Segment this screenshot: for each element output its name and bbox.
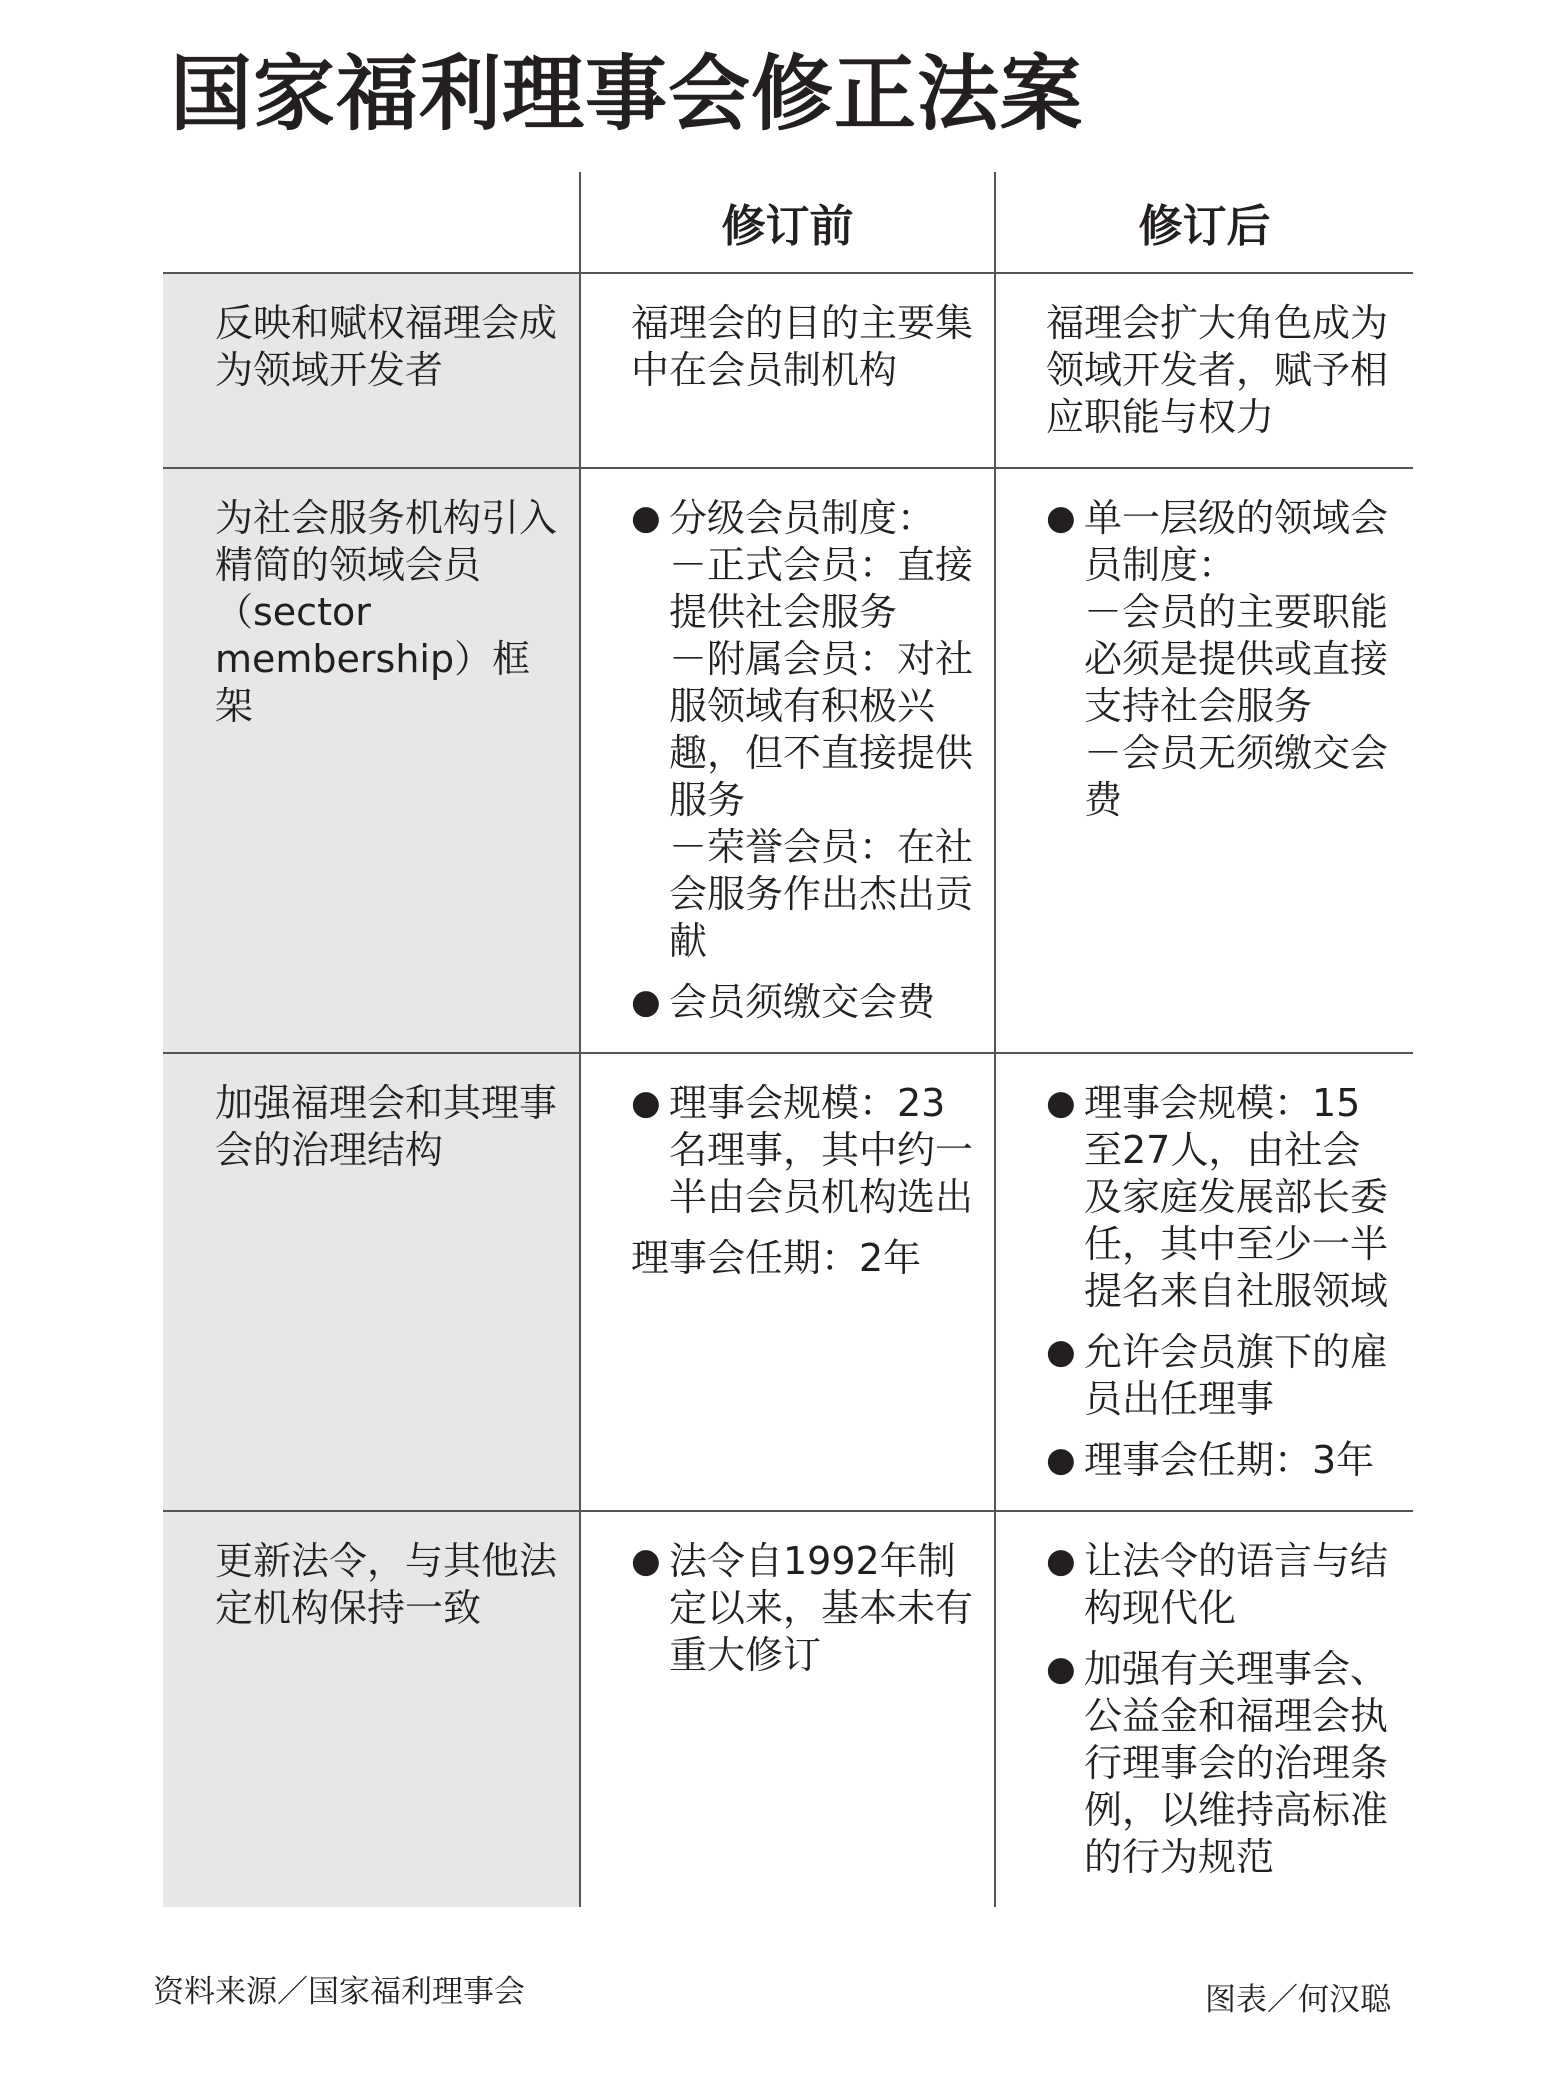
- row-before-cell: [580, 468, 995, 1053]
- row-after-cell: [995, 273, 1413, 468]
- bullet-item: [1046, 1538, 1393, 1632]
- bullet-item: [1046, 1437, 1393, 1484]
- bullet-item: [631, 1538, 974, 1679]
- graphic-credit: 图表／何汉聪: [1205, 1982, 1391, 2018]
- bullet-text: 理事会规模：23名理事，其中约一半由会员机构选出: [669, 1081, 974, 1219]
- comparison-table: [163, 172, 1413, 1907]
- bullet-dot-icon: ●: [1046, 1083, 1076, 1123]
- bullet-text: 法令自1992年制定以来，基本未有重大修订: [669, 1539, 974, 1677]
- text-item: [1046, 300, 1393, 441]
- header-before: 修订前: [580, 172, 995, 273]
- bullet-text: 理事会规模：15至27人，由社会及家庭发展部长委任，其中至少一半提名来自社服领域: [1084, 1081, 1389, 1313]
- bullet-line: [1046, 1646, 1393, 1881]
- bullet-dot-icon: ●: [631, 498, 661, 538]
- bullet-line: [1046, 495, 1393, 589]
- header-blank-cell: [163, 172, 580, 273]
- bullet-text: 让法令的语言与结构现代化: [1084, 1539, 1389, 1630]
- row-topic: 加强福理会和其理事会的治理结构: [163, 1053, 580, 1511]
- table-row: [163, 1511, 1413, 1907]
- table-row: [163, 273, 1413, 468]
- bullet-text: 加强有关理事会、公益金和福理会执行理事会的治理条例，以维持高标准的行为规范: [1084, 1647, 1389, 1879]
- bullet-dot-icon: ●: [1046, 1440, 1076, 1480]
- text-item: [631, 300, 974, 394]
- bullet-item: [1046, 1646, 1393, 1881]
- page-title: 国家福利理事会修正法案: [170, 47, 1084, 142]
- bullet-text: 会员须缴交会费: [669, 980, 936, 1024]
- text-item: [631, 1235, 974, 1282]
- comparison-table-container: [163, 172, 1413, 1907]
- bullet-item: [1046, 1329, 1393, 1423]
- bullet-dot-icon: ●: [631, 1541, 661, 1581]
- row-after-cell: [995, 1053, 1413, 1511]
- bullet-line: [631, 1080, 974, 1221]
- table-row: [163, 468, 1413, 1053]
- plain-line: 福理会的目的主要集中在会员制机构: [631, 301, 974, 392]
- bullet-item: [1046, 495, 1393, 824]
- bullet-dot-icon: ●: [1046, 1541, 1076, 1581]
- source-note: 资料来源／国家福利理事会: [153, 1974, 525, 2010]
- table-header-row: [163, 172, 1413, 273]
- bullet-line: [631, 495, 974, 542]
- bullet-item: [631, 1080, 974, 1221]
- sub-line: －荣誉会员：在社会服务作出杰出贡献: [669, 825, 974, 963]
- sub-line: －会员的主要职能必须是提供或直接支持社会服务: [1084, 590, 1389, 728]
- row-before-cell: [580, 273, 995, 468]
- sub-line: －附属会员：对社服领域有积极兴趣，但不直接提供服务: [669, 637, 974, 822]
- bullet-text: 分级会员制度：: [669, 496, 936, 540]
- bullet-line: [631, 979, 974, 1026]
- bullet-dot-icon: ●: [631, 982, 661, 1022]
- sub-line: －正式会员：直接提供社会服务: [669, 543, 974, 634]
- bullet-line: [1046, 1437, 1393, 1484]
- bullet-item: [631, 495, 974, 965]
- header-after: 修订后: [995, 172, 1413, 273]
- bullet-dot-icon: ●: [1046, 1649, 1076, 1689]
- plain-line: 福理会扩大角色成为领域开发者，赋予相应职能与权力: [1046, 301, 1389, 439]
- bullet-dot-icon: ●: [1046, 498, 1076, 538]
- bullet-item: [631, 979, 974, 1026]
- row-topic: 更新法令，与其他法定机构保持一致: [163, 1511, 580, 1907]
- bullet-dot-icon: ●: [1046, 1332, 1076, 1372]
- row-after-cell: [995, 468, 1413, 1053]
- row-after-cell: [995, 1511, 1413, 1907]
- table-row: [163, 1053, 1413, 1511]
- plain-line: 理事会任期：2年: [631, 1236, 922, 1280]
- bullet-line: [1046, 1329, 1393, 1423]
- row-before-cell: [580, 1511, 995, 1907]
- row-topic: 为社会服务机构引入精简的领域会员（sector membership）框架: [163, 468, 580, 1053]
- bullet-text: 单一层级的领域会员制度：: [1084, 496, 1389, 587]
- bullet-item: [1046, 1080, 1393, 1315]
- bullet-line: [1046, 1080, 1393, 1315]
- bullet-dot-icon: ●: [631, 1083, 661, 1123]
- bullet-text: 理事会任期：3年: [1084, 1438, 1375, 1482]
- bullet-line: [1046, 1538, 1393, 1632]
- bullet-text: 允许会员旗下的雇员出任理事: [1084, 1330, 1389, 1421]
- bullet-line: [631, 1538, 974, 1679]
- sub-line: －会员无须缴交会费: [1084, 731, 1389, 822]
- row-before-cell: [580, 1053, 995, 1511]
- row-topic: 反映和赋权福理会成为领域开发者: [163, 273, 580, 468]
